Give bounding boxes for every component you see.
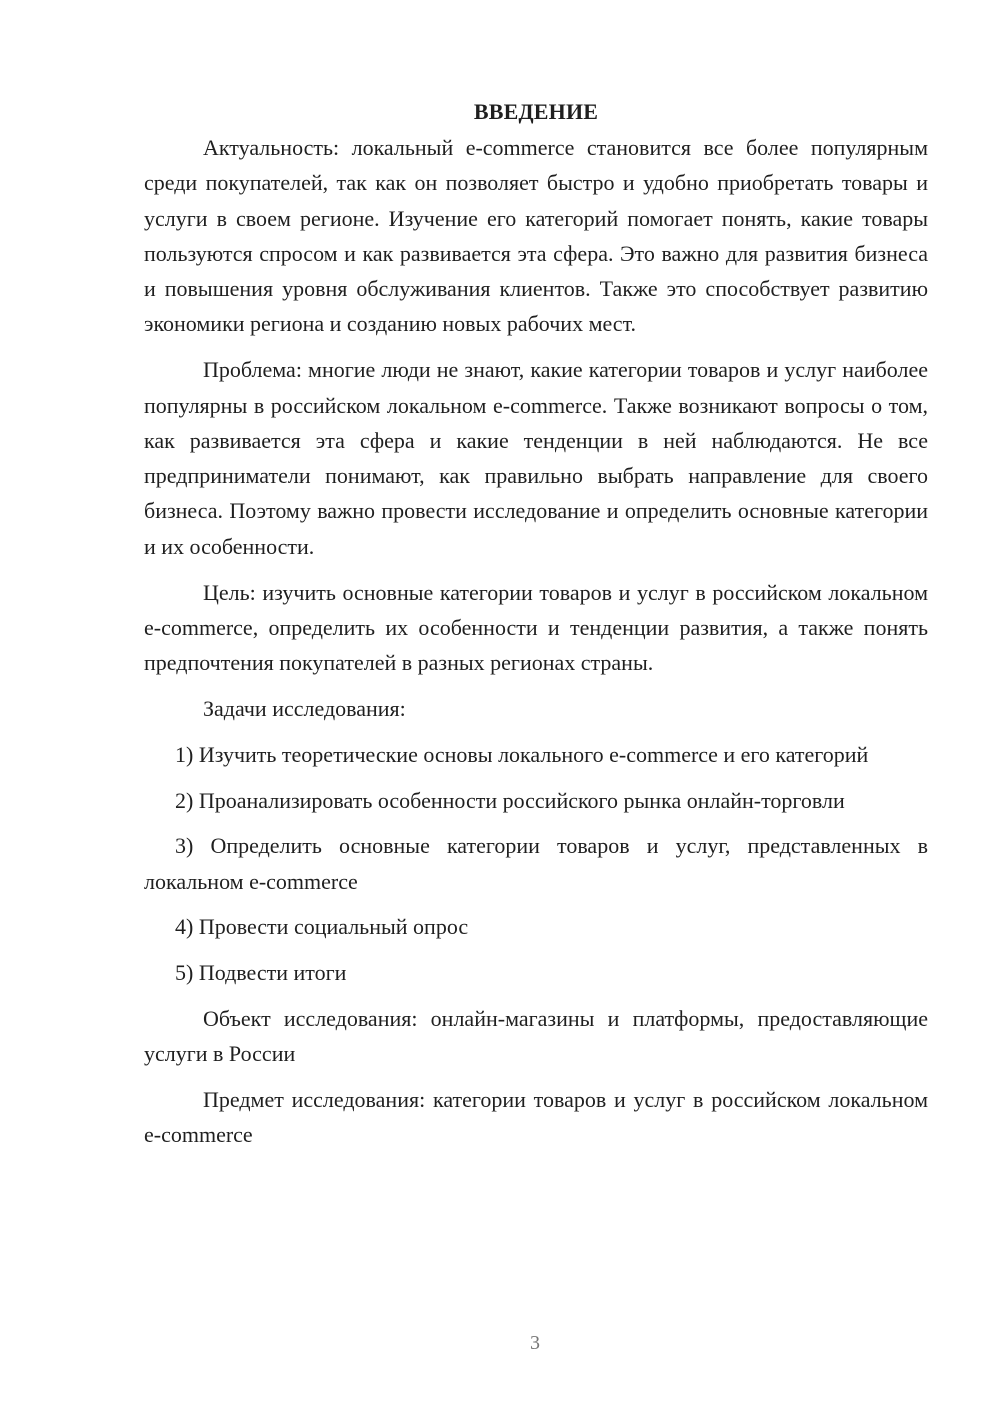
section-title: ВВЕДЕНИЕ (473, 99, 599, 124)
subject-paragraph: Предмет исследования: категории товаров и услуг в российском локальном e-commerce (144, 1087, 928, 1148)
task-item-1: 1) Изучить теоретические основы локального e-commerce и его категорий (175, 741, 869, 767)
goal-paragraph: Цель: изучить основные категории товаров и услуг в российском локальном e-commerce, определить их особенности и тенденции развития, а также понять предпочтения покупателей в разных регионах страны. (144, 579, 928, 676)
tasks-heading: Задачи исследования: (203, 695, 406, 721)
task-item-2: 2) Проанализировать особенности российского рынка онлайн-торговли (175, 787, 845, 813)
page-number: 3 (530, 1332, 540, 1354)
task-item-4: 4) Провести социальный опрос (175, 914, 469, 940)
object-paragraph: Объект исследования: онлайн-магазины и платформы, предоставляющие услуги в России (144, 1006, 928, 1067)
relevance-paragraph: Актуальность: локальный e-commerce становится все более популярным среди покупателей, так как он позволяет быстро и удобно приобретать товары и услуги в своем регионе. Изучение его категорий помогает понять, какие товары пользуются спросом и как развивается эта сфера. Это важно для развития бизнеса и повышения уровня обслуживания клиентов. Также это способствует развитию экономики региона и созданию новых рабочих мест. (144, 135, 928, 337)
task-item-3: 3) Определить основные категории товаров и услуг, представленных в локальном e-commerce (144, 833, 928, 894)
document-page (144, 94, 928, 1163)
task-item-5: 5) Подвести итоги (175, 960, 347, 986)
problem-paragraph: Проблема: многие люди не знают, какие категории товаров и услуг наиболее популярны в российском локальном e-commerce. Также возникают вопросы о том, как развивается эта сфера и какие тенденции в ней наблюдаются. Не все предприниматели понимают, как правильно выбрать направление для своего бизнеса. Поэтому важно провести исследование и определить основные категории и их особенности. (144, 357, 928, 559)
